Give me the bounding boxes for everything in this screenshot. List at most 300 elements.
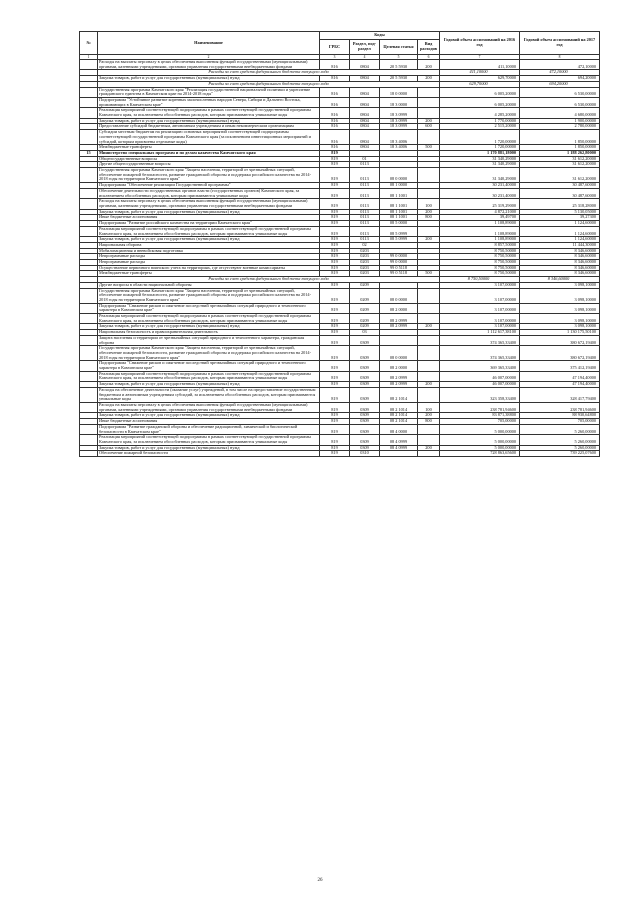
amount-2017-cell: 1 850,00000 [520, 130, 600, 145]
statya-cell: 18 0 0000 [380, 87, 418, 97]
statya-cell: 08 0 0000 [380, 288, 418, 303]
table-row [80, 424, 600, 434]
col-2017: Годовой объем ассигнований на 2017 год [520, 32, 600, 55]
amount-2017-cell: 8 346,60000 [520, 265, 600, 271]
grbs-cell: 816 [320, 87, 350, 97]
row-num-cell [80, 314, 98, 324]
grbs-cell: 819 [320, 424, 350, 434]
statya-cell: 99 0 5118 [380, 265, 418, 271]
statya-cell: 08 1 1001 [380, 199, 418, 209]
col-2016: Годовой объем ассигнований на 2016 год [440, 32, 520, 55]
row-num-cell [80, 403, 98, 413]
table-row [80, 87, 600, 97]
amount-2017-cell: 472,10000 [520, 60, 600, 70]
amount-2016-cell: 3 107,00000 [440, 324, 520, 330]
col-statya: Целевая статья [380, 40, 418, 55]
amount-2017-cell: 4 680,00000 [520, 108, 600, 118]
row-num-cell [80, 60, 98, 70]
amount-2017-cell: 8 346,60000 [520, 248, 600, 254]
grbs-cell: 819 [320, 303, 350, 313]
budget-table [79, 31, 600, 457]
amount-2017-cell: 375 412,19400 [520, 361, 600, 371]
row-name-cell: Национальная оборона [98, 242, 320, 248]
row-name-cell: Закупка товаров, работ и услуг для государственных (муниципальных) нужд [98, 237, 320, 243]
amount-2016-cell: 8 750,50000 [440, 260, 520, 266]
row-name-cell: Непрограммные расходы [98, 260, 320, 266]
grbs-cell: 819 [320, 271, 350, 277]
row-num-cell [80, 451, 98, 457]
amount-2016-cell: 1 108,89000 [440, 237, 520, 243]
razdel-cell: 0203 [350, 271, 380, 277]
grbs-cell: 819 [320, 237, 350, 243]
statya-cell: 08 0 0000 [380, 346, 418, 361]
razdel-cell: 0804 [350, 60, 380, 70]
vid-cell [418, 335, 440, 345]
table-row [80, 435, 600, 445]
statya-cell: 08 2 0999 [380, 382, 418, 388]
row-num-cell [80, 288, 98, 303]
statya-cell: 18 3 0000 [380, 97, 418, 107]
vid-cell [418, 387, 440, 402]
row-name-cell: Закупка товаров, работ и услуг для государственных (муниципальных) нужд [98, 324, 320, 330]
razdel-cell: 0309 [350, 424, 380, 434]
amount-2016-cell: 30 231,40000 [440, 183, 520, 189]
vid-cell: 100 [418, 403, 440, 413]
statya-cell: 18 3 4006 [380, 145, 418, 151]
statya-cell: 18 3 0999 [380, 108, 418, 118]
row-name-cell: Государственная программа Камчатского края "Защита населения, территорий от чрезвычайных ситуаций, обеспечение пожарной безопасности, развитие гражданской обороны и поддержка российского казачества на 2014-2018 годы на территории Камчатского края" [98, 288, 320, 303]
amount-2016-cell: 46 007,00000 [440, 371, 520, 381]
statya-cell: 08 2 1014 [380, 413, 418, 419]
grbs-cell: 819 [320, 361, 350, 371]
amount-2016-cell: 3 107,00000 [440, 288, 520, 303]
row-name-cell: Подпрограмма "Снижение рисков и смягчение последствий чрезвычайных ситуаций природного и техногенного характера в Камчатском крае" [98, 303, 320, 313]
table-row [80, 346, 600, 361]
vid-cell: 200 [418, 445, 440, 451]
row-name-cell: Расходы на выплаты персоналу в целях обеспечения выполнения функций государственными (муниципальными) органами, казенными учреждениями, органами управления государственными внебюджетными фондами [98, 199, 320, 209]
amount-2017-cell: 1 124,60000 [520, 221, 600, 227]
amount-2017-cell: 31 612,20000 [520, 168, 600, 183]
razdel-cell: 0203 [350, 265, 380, 271]
razdel-cell: 03 [350, 330, 380, 336]
grbs-cell: 816 [320, 145, 350, 151]
grbs-cell: 819 [320, 156, 350, 162]
vid-cell: 600 [418, 124, 440, 130]
statya-cell [380, 451, 418, 457]
razdel-cell: 0209 [350, 303, 380, 313]
table-body [80, 60, 600, 457]
razdel-cell: 0113 [350, 221, 380, 227]
razdel-cell: 0209 [350, 314, 380, 324]
grbs-cell: 819 [320, 330, 350, 336]
row-name-cell: Закупка товаров, работ и услуг для государственных (муниципальных) нужд [98, 413, 320, 419]
razdel-cell: 0309 [350, 371, 380, 381]
amount-2017-cell: 1 124,60000 [520, 226, 600, 236]
row-num-cell [80, 361, 98, 371]
row-name-cell: Закупка товаров, работ и услуг для государственных (муниципальных) нужд [98, 382, 320, 388]
amount-2017-cell: 1 124,60000 [520, 237, 600, 243]
razdel-cell: 0804 [350, 118, 380, 124]
row-num-cell [80, 303, 98, 313]
amount-2016-cell: 629,70000 [440, 76, 520, 82]
amount-2017-cell: 3 098,10000 [520, 288, 600, 303]
razdel-cell: 0310 [350, 451, 380, 457]
amount-2017-cell: 47 194,40000 [520, 382, 600, 388]
vid-cell: 200 [418, 76, 440, 82]
amount-2017-cell: 705,00000 [520, 419, 600, 425]
row-name-cell: Государственная программа Камчатского края "Защита населения, территорий от чрезвычайных ситуаций, обеспечение пожарной безопасности, развитие гражданской обороны и поддержка российского казачества на 2014-2018 годы на территории Камчатского края" [98, 168, 320, 183]
vid-cell [418, 97, 440, 107]
amount-2016-cell: 705,00000 [440, 419, 520, 425]
grbs-cell: 819 [320, 265, 350, 271]
amount-2016-cell: 5 000,00000 [440, 424, 520, 434]
vid-cell [418, 371, 440, 381]
statya-cell: 18 3 0999 [380, 124, 418, 130]
razdel-cell: 0203 [350, 254, 380, 260]
razdel-cell: 0309 [350, 335, 380, 345]
grbs-cell: 819 [320, 413, 350, 419]
amount-2016-cell: 728 863,65600 [440, 451, 520, 457]
grbs-cell: 819 [320, 162, 350, 168]
razdel-cell: 0309 [350, 413, 380, 419]
statya-cell: 08 1 0000 [380, 183, 418, 189]
table-row [80, 361, 600, 371]
row-num-cell [80, 435, 98, 445]
col-codes: Коды [320, 32, 440, 40]
razdel-cell: 02 [350, 242, 380, 248]
grbs-cell: 819 [320, 346, 350, 361]
razdel-cell: 0113 [350, 188, 380, 198]
vid-cell [418, 303, 440, 313]
row-num-cell [80, 188, 98, 198]
razdel-cell: 0309 [350, 445, 380, 451]
grbs-cell: 819 [320, 282, 350, 288]
vid-cell [418, 87, 440, 97]
budget-table-page [79, 31, 599, 457]
index-cell: 4 [350, 55, 380, 60]
statya-cell: 08 2 1014 [380, 403, 418, 413]
statya-cell: 08 1 1001 [380, 215, 418, 221]
amount-2016-cell: 238 781,94600 [440, 403, 520, 413]
vid-cell: 800 [418, 419, 440, 425]
amount-2016-cell: 1 720,00000 [440, 145, 520, 151]
table-row [80, 97, 600, 107]
row-name-cell: Субсидии местным бюджетам на реализацию основных мероприятий соответствующей подпрограммы соответствующей государственной программы Камчатского края (за исключением инвестиционных мероприятий и субсидий, которым присвоены отдельные коды) [98, 130, 320, 145]
row-name-cell: Подпрограмма "Развитие российского казачества на территории Камчатского края" [98, 221, 320, 227]
grbs-cell: 816 [320, 130, 350, 145]
amount-2017-cell: 1 188 262,80000 [520, 150, 600, 156]
statya-cell: 08 4 0999 [380, 435, 418, 445]
row-num-cell [80, 226, 98, 236]
amount-2016-cell: 83 871,38800 [440, 413, 520, 419]
amount-2017-cell: 11 444,30000 [520, 242, 600, 248]
amount-2017-cell: 3 098,10000 [520, 324, 600, 330]
grbs-cell: 816 [320, 108, 350, 118]
amount-2016-cell: 1 108,89000 [440, 221, 520, 227]
razdel-cell: 0804 [350, 124, 380, 130]
grbs-cell: 819 [320, 445, 350, 451]
grbs-cell: 816 [320, 97, 350, 107]
amount-2017-cell: 6 530,00000 [520, 87, 600, 97]
grbs-cell: 819 [320, 288, 350, 303]
amount-2016-cell: 3 107,00000 [440, 282, 520, 288]
amount-2017-cell: 1 130 175,50100 [520, 330, 600, 336]
row-num-cell [80, 108, 98, 118]
row-num-cell [80, 346, 98, 361]
grbs-cell: 819 [320, 260, 350, 266]
row-name-cell: Подпрограмма "Снижение рисков и смягчение последствий чрезвычайных ситуаций природного и техногенного характера в Камчатском крае" [98, 361, 320, 371]
vid-cell: 200 [418, 237, 440, 243]
razdel-cell: 0804 [350, 87, 380, 97]
row-name-cell: Государственная программа Камчатского края "Реализация государственной национальной политики и укрепление гражданского единства в Камчатском крае на 2014-2018 годы" [98, 87, 320, 97]
amount-2017-cell: 8 346,60000 [520, 254, 600, 260]
amount-2016-cell: 411,10000 [440, 70, 520, 76]
col-razdel: Раздел, под-раздел [350, 40, 380, 55]
amount-2016-cell: 374 365,33400 [440, 335, 520, 345]
table-row [80, 226, 600, 236]
col-name: Наименование [98, 32, 320, 55]
razdel-cell: 0209 [350, 288, 380, 303]
amount-2016-cell: 1 112 617,38100 [440, 330, 520, 336]
col-num: № [80, 32, 98, 55]
statya-cell: 08 2 1014 [380, 387, 418, 402]
grbs-cell: 819 [320, 215, 350, 221]
row-name-cell: Министерство специальных программ и по делам казачества Камчатского края [98, 150, 320, 156]
razdel-cell: 0804 [350, 130, 380, 145]
grbs-cell: 819 [320, 387, 350, 402]
statya-cell [380, 335, 418, 345]
row-name-cell: Обеспечение пожарной безопасности [98, 451, 320, 457]
vid-cell [418, 288, 440, 303]
row-name-cell: Расходы за счет средств федерального бюджета текущего года [98, 277, 440, 283]
table-header [80, 32, 600, 60]
amount-2016-cell: 1 108,89000 [440, 226, 520, 236]
table-row [80, 108, 600, 118]
razdel-cell: 0113 [350, 226, 380, 236]
row-name-cell: Общегосударственные вопросы [98, 156, 320, 162]
row-num-cell [80, 335, 98, 345]
statya-cell: 99 0 0000 [380, 260, 418, 266]
vid-cell [418, 314, 440, 324]
amount-2017-cell: 739 225,07600 [520, 451, 600, 457]
amount-2016-cell: 46 007,00000 [440, 382, 520, 388]
amount-2016-cell: 4 285,20000 [440, 108, 520, 118]
row-name-cell: Расходы за счет средств федерального бюджета текущего года [98, 70, 440, 76]
vid-cell: 200 [418, 209, 440, 215]
table-row [80, 403, 600, 413]
amount-2017-cell: 39,27300 [520, 215, 600, 221]
amount-2017-cell: 380 672,19400 [520, 335, 600, 345]
amount-2016-cell: 2 515,20000 [440, 124, 520, 130]
amount-2017-cell: 8 346,60000 [520, 260, 600, 266]
row-name-cell: Расходы на выплаты персоналу в целях обеспечения выполнения функций государственными (муниципальными) органами, казенными учреждениями, органами управления государственными внебюджетными фондами [98, 60, 320, 70]
row-name-cell: Реализация мероприятий соответствующей подпрограммы в рамках соответствующей государственной программы Камчатского края, за исключением обособленных расходов, которым присваиваются уникальные коды [98, 435, 320, 445]
table-row [80, 335, 600, 345]
amount-2016-cell: 6 005,20000 [440, 97, 520, 107]
grbs-cell: 819 [320, 199, 350, 209]
statya-cell: 18 3 0999 [380, 118, 418, 124]
amount-2017-cell: 2 780,00000 [520, 124, 600, 130]
razdel-cell: 0309 [350, 387, 380, 402]
statya-cell: 20 5 5930 [380, 60, 418, 70]
grbs-cell: 819 [320, 314, 350, 324]
statya-cell: 08 4 0000 [380, 424, 418, 434]
vid-cell: 200 [418, 413, 440, 419]
amount-2017-cell: 1 850,00000 [520, 145, 600, 151]
row-name-cell: Подпрограмма "Устойчивое развитие коренных малочисленных народов Севера, Сибири и Дальнего Востока, проживающих в Камчатском крае" [98, 97, 320, 107]
grbs-cell: 819 [320, 248, 350, 254]
grbs-cell: 819 [320, 419, 350, 425]
table-row [80, 168, 600, 183]
amount-2017-cell: 31 612,20000 [520, 162, 600, 168]
amount-2016-cell: 8 750,50000 [440, 265, 520, 271]
vid-cell: 500 [418, 145, 440, 151]
amount-2017-cell: 8 346,60000 [520, 277, 600, 283]
razdel-cell: 0804 [350, 97, 380, 107]
razdel-cell: 0203 [350, 260, 380, 266]
row-name-cell: Реализация мероприятий соответствующей подпрограммы в рамках соответствующей государственной программы Камчатского края, за исключением обособленных расходов, которым присваиваются уникальные коды [98, 108, 320, 118]
grbs-cell: 819 [320, 242, 350, 248]
row-name-cell: Межбюджетные трансферты [98, 145, 320, 151]
amount-2017-cell: 6 530,00000 [520, 97, 600, 107]
table-row [80, 199, 600, 209]
vid-cell [418, 361, 440, 371]
row-name-cell: Государственная программа Камчатского края "Защита населения, территорий от чрезвычайных ситуаций, обеспечение пожарной безопасности, развитие гражданской обороны и поддержка российского казачества на 2014-2018 годы на территории Камчатского края" [98, 346, 320, 361]
vid-cell: 800 [418, 215, 440, 221]
page-number: 26 [317, 878, 323, 883]
razdel-cell: 0309 [350, 419, 380, 425]
amount-2016-cell: 374 365,33400 [440, 346, 520, 361]
vid-cell [418, 108, 440, 118]
grbs-cell: 819 [320, 226, 350, 236]
amount-2017-cell: 5 260,00000 [520, 424, 600, 434]
razdel-cell: 0113 [350, 183, 380, 189]
vid-cell: 500 [418, 271, 440, 277]
amount-2016-cell: 39,49700 [440, 215, 520, 221]
amount-2017-cell: 3 098,10000 [520, 282, 600, 288]
vid-cell: 200 [418, 118, 440, 124]
amount-2016-cell: 25 319,29000 [440, 199, 520, 209]
statya-cell: 18 3 4006 [380, 130, 418, 145]
statya-cell: 08 2 0000 [380, 361, 418, 371]
grbs-cell: 816 [320, 60, 350, 70]
statya-cell: 08 1 1001 [380, 188, 418, 198]
row-name-cell: Другие вопросы в области национальной обороны [98, 282, 320, 288]
vid-cell [418, 346, 440, 361]
grbs-cell: 819 [320, 209, 350, 215]
row-name-cell: Подпрограмма "Обеспечение реализации Государственной программы" [98, 183, 320, 189]
col-vid: Вид расходов [418, 40, 440, 55]
grbs-cell: 816 [320, 76, 350, 82]
amount-2017-cell: 3 098,10000 [520, 303, 600, 313]
index-cell: 1 [80, 55, 98, 60]
row-name-cell: Осуществление первичного воинского учета на территориях, где отсутствуют военные комиссариаты [98, 265, 320, 271]
table-row [80, 314, 600, 324]
row-name-cell: Мобилизационная и вневойсковая подготовка [98, 248, 320, 254]
amount-2016-cell: 8 750,50000 [440, 254, 520, 260]
amount-2016-cell: 323 358,33400 [440, 387, 520, 402]
amount-2016-cell: 8 857,50000 [440, 242, 520, 248]
index-cell: 2 [98, 55, 320, 60]
row-num-cell [80, 130, 98, 145]
vid-cell: 100 [418, 199, 440, 209]
vid-cell: 200 [418, 324, 440, 330]
vid-cell [418, 130, 440, 145]
statya-cell: 08 2 0999 [380, 371, 418, 381]
row-name-cell: Закупка товаров, работ и услуг для государственных (муниципальных) нужд [98, 445, 320, 451]
table-row [80, 387, 600, 402]
grbs-cell: 819 [320, 382, 350, 388]
index-cell: 6 [418, 55, 440, 60]
vid-cell: 200 [418, 60, 440, 70]
statya-cell: 08 2 1014 [380, 419, 418, 425]
row-name-cell: Национальная безопасность и правоохранительная деятельность [98, 330, 320, 336]
table-row [80, 130, 600, 145]
amount-2016-cell: 1 720,00000 [440, 130, 520, 145]
amount-2017-cell: 1 900,00000 [520, 118, 600, 124]
amount-2017-cell: 8 346,60000 [520, 271, 600, 277]
row-name-cell: Реализация мероприятий соответствующей подпрограммы в рамках соответствующей государственной программы Камчатского края, за исключением обособленных расходов, которым присваиваются уникальные коды [98, 226, 320, 236]
amount-2017-cell: 88 930,64800 [520, 413, 600, 419]
razdel-cell: 0113 [350, 209, 380, 215]
amount-2016-cell: 411,10000 [440, 60, 520, 70]
razdel-cell: 0113 [350, 237, 380, 243]
razdel-cell: 0209 [350, 324, 380, 330]
amount-2016-cell: 4 872,21000 [440, 209, 520, 215]
razdel-cell: 0309 [350, 361, 380, 371]
table-row [80, 60, 600, 70]
amount-2016-cell: 3 107,00000 [440, 303, 520, 313]
statya-cell: 08 2 0999 [380, 314, 418, 324]
grbs-cell: 819 [320, 183, 350, 189]
table-row [80, 303, 600, 313]
amount-2017-cell: 380 672,19400 [520, 346, 600, 361]
amount-2016-cell: 629,70000 [440, 81, 520, 87]
row-name-cell: Непрограммные расходы [98, 254, 320, 260]
row-num-cell [80, 387, 98, 402]
vid-cell [418, 451, 440, 457]
grbs-cell: 816 [320, 124, 350, 130]
index-cell: 5 [380, 55, 418, 60]
razdel-cell: 0804 [350, 108, 380, 118]
statya-cell: 99 0 0000 [380, 254, 418, 260]
row-num-cell [80, 199, 98, 209]
razdel-cell: 0113 [350, 199, 380, 209]
row-name-cell: Закупка товаров, работ и услуг для государственных (муниципальных) нужд [98, 209, 320, 215]
amount-2016-cell: 3 107,00000 [440, 314, 520, 324]
row-num-cell [80, 168, 98, 183]
col-grbs: ГРБС [320, 40, 350, 55]
index-cell: 7 [440, 55, 520, 60]
row-name-cell: Реализация мероприятий соответствующей подпрограммы в рамках соответствующей государственной программы Камчатского края, за исключением обособленных расходов, которым присваиваются уникальные коды [98, 314, 320, 324]
grbs-cell: 819 [320, 221, 350, 227]
row-name-cell: Расходы за счет средств федерального бюджета текущего года [98, 81, 440, 87]
amount-2017-cell: 5 260,00000 [520, 435, 600, 445]
razdel-cell: 0113 [350, 215, 380, 221]
razdel-cell: 0309 [350, 382, 380, 388]
row-num-cell [80, 97, 98, 107]
razdel-cell: 0309 [350, 435, 380, 445]
amount-2016-cell: 369 365,33400 [440, 361, 520, 371]
amount-2016-cell: 1 770,00000 [440, 118, 520, 124]
statya-cell: 08 2 0000 [380, 303, 418, 313]
grbs-cell: 819 [320, 254, 350, 260]
vid-cell [418, 435, 440, 445]
amount-2017-cell: 3 098,10000 [520, 314, 600, 324]
vid-cell [418, 226, 440, 236]
amount-2017-cell: 328 417,79400 [520, 387, 600, 402]
vid-cell: 200 [418, 382, 440, 388]
